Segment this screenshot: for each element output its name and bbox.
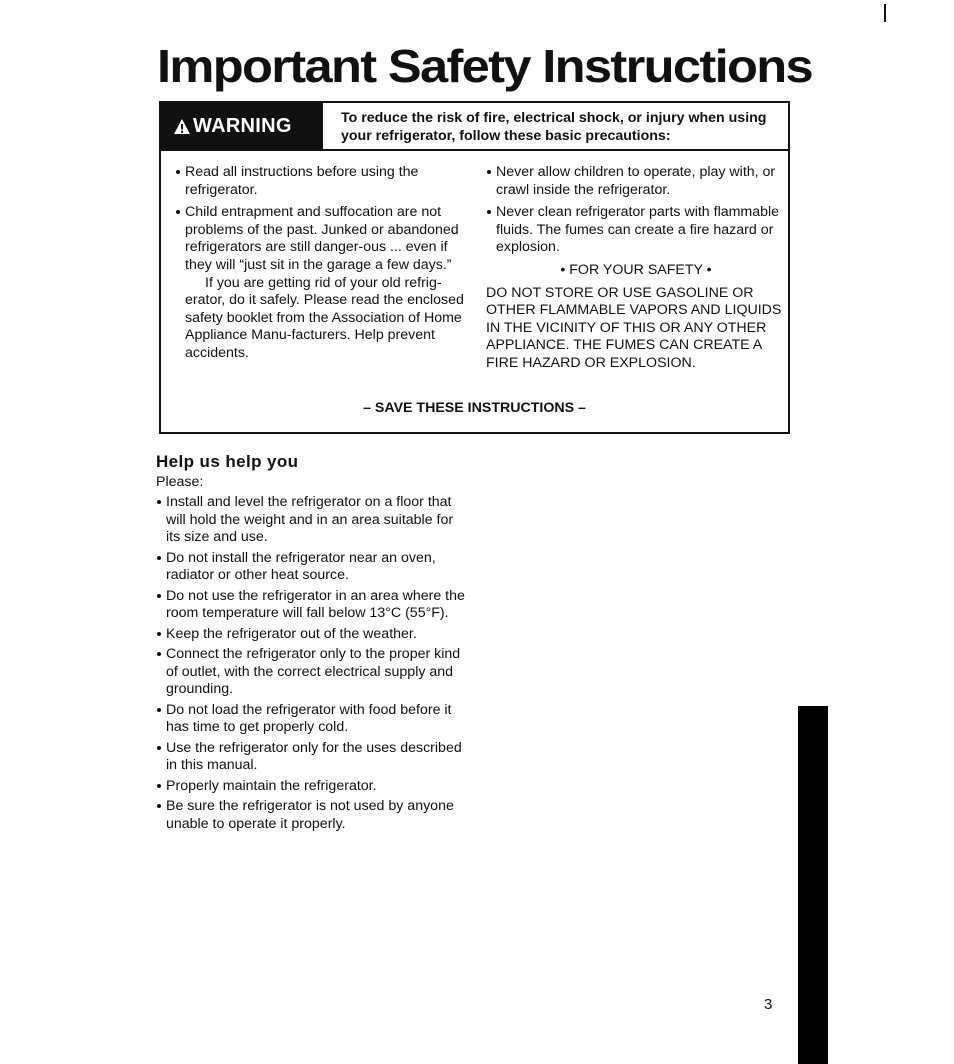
warning-label: WARNING [193, 114, 292, 137]
section-heading: Help us help you [156, 452, 299, 471]
list-item: Connect the refrigerator only to the proper kind of outlet, with the correct electrical supply and grounding. [156, 646, 466, 699]
page-number: 3 [764, 996, 773, 1013]
list-item: Never clean refrigerator parts with flammable fluids. The fumes can create a fire hazard or explosion. [486, 204, 786, 257]
list-item: Never allow children to operate, play with, or crawl inside the refrigerator. [486, 164, 786, 199]
list-item: Do not install the refrigerator near an oven, radiator or other heat source. [156, 550, 466, 585]
save-instructions: – SAVE THESE INSTRUCTIONS – [363, 400, 586, 416]
warning-left-column [175, 164, 467, 363]
safety-text: DO NOT STORE OR USE GASOLINE OR OTHER FLAMMABLE VAPORS AND LIQUIDS IN THE VICINITY OF THIS OR ANY OTHER APPLIANCE. THE FUMES CAN CREATE A FIRE HAZARD OR EXPLOSION. [486, 284, 782, 371]
list-item: Read all instructions before using the refrigerator. [175, 164, 467, 199]
section-intro: Please: [156, 474, 204, 490]
help-list [156, 494, 466, 833]
warning-triangle-icon [173, 118, 191, 135]
margin-rule [884, 4, 886, 22]
list-item: Keep the refrigerator out of the weather. [156, 626, 466, 644]
warning-box [159, 101, 790, 434]
list-item: Install and level the refrigerator on a floor that will hold the weight and in an area suitable for its size and use. [156, 494, 466, 547]
warning-right-column [486, 164, 786, 373]
warning-intro: To reduce the risk of fire, electrical shock, or injury when using your refrigerator, follow these basic precautions: [341, 110, 767, 144]
list-item: Be sure the refrigerator is not used by anyone unable to operate it properly. [156, 798, 466, 833]
list-item: Do not use the refrigerator in an area where the room temperature will fall below 13°C (55°F). [156, 588, 466, 623]
page-title: Important Safety Instructions [157, 40, 813, 92]
safety-heading: • FOR YOUR SAFETY • [560, 261, 712, 278]
list-item: Use the refrigerator only for the uses described in this manual. [156, 740, 466, 775]
list-item: Do not load the refrigerator with food before it has time to get properly cold. [156, 702, 466, 737]
divider [161, 149, 788, 151]
thumb-tab [798, 706, 828, 1064]
disposal-paragraph: If you are getting rid of your old refrig-erator, do it safely. Please read the enclosed safety booklet from the Association of Home Appliance Manu-facturers. Help prevent accidents. [185, 274, 464, 361]
warning-badge [161, 103, 323, 149]
list-item: Properly maintain the refrigerator. [156, 778, 466, 796]
list-item: Child entrapment and suffocation are not problems of the past. Junked or abandoned refrigerators are still danger-ous ... even if they will “just sit in the garage a few days.” [175, 204, 467, 274]
